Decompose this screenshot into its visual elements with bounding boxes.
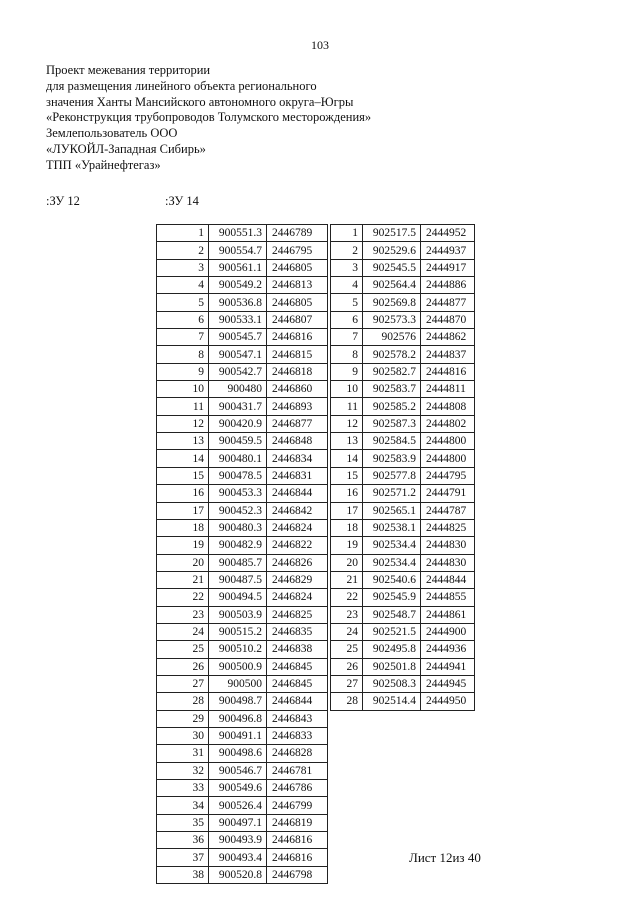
table-row bbox=[331, 259, 475, 276]
y-coordinate-cell: 2444900 bbox=[421, 623, 475, 640]
point-number-cell: 22 bbox=[157, 589, 209, 606]
y-coordinate-cell: 2446825 bbox=[267, 606, 328, 623]
y-coordinate-cell: 2446795 bbox=[267, 242, 328, 259]
y-coordinate-cell: 2446813 bbox=[267, 277, 328, 294]
sheet-footer: Лист 12из 40 bbox=[409, 850, 481, 865]
point-number-cell: 25 bbox=[331, 641, 363, 658]
table-row bbox=[157, 519, 328, 536]
y-coordinate-cell: 2446838 bbox=[267, 641, 328, 658]
point-number-cell: 11 bbox=[331, 398, 363, 415]
point-number-cell: 26 bbox=[331, 658, 363, 675]
point-number-cell: 3 bbox=[157, 259, 209, 276]
table-row bbox=[331, 329, 475, 346]
y-coordinate-cell: 2446835 bbox=[267, 623, 328, 640]
y-coordinate-cell: 2446831 bbox=[267, 467, 328, 484]
y-coordinate-cell: 2444787 bbox=[421, 502, 475, 519]
table-row bbox=[157, 762, 328, 779]
x-coordinate-cell: 900480 bbox=[209, 381, 267, 398]
y-coordinate-cell: 2446877 bbox=[267, 415, 328, 432]
point-number-cell: 17 bbox=[157, 502, 209, 519]
y-coordinate-cell: 2446845 bbox=[267, 658, 328, 675]
page-number: 103 bbox=[311, 38, 329, 52]
table-row bbox=[157, 329, 328, 346]
y-coordinate-cell: 2444808 bbox=[421, 398, 475, 415]
table-row bbox=[157, 745, 328, 762]
x-coordinate-cell: 900554.7 bbox=[209, 242, 267, 259]
table-row bbox=[331, 502, 475, 519]
table-row bbox=[331, 606, 475, 623]
x-coordinate-cell: 902569.8 bbox=[363, 294, 421, 311]
y-coordinate-cell: 2444945 bbox=[421, 675, 475, 692]
table-row bbox=[331, 363, 475, 380]
x-coordinate-cell: 900498.6 bbox=[209, 745, 267, 762]
point-number-cell: 11 bbox=[157, 398, 209, 415]
y-coordinate-cell: 2444877 bbox=[421, 294, 475, 311]
header-line: Проект межевания территории bbox=[46, 63, 211, 77]
table-row bbox=[157, 346, 328, 363]
x-coordinate-cell: 902577.8 bbox=[363, 467, 421, 484]
y-coordinate-cell: 2446822 bbox=[267, 537, 328, 554]
x-coordinate-cell: 900545.7 bbox=[209, 329, 267, 346]
y-coordinate-cell: 2444937 bbox=[421, 242, 475, 259]
table-row bbox=[331, 242, 475, 259]
table-row bbox=[157, 277, 328, 294]
x-coordinate-cell: 902573.3 bbox=[363, 311, 421, 328]
x-coordinate-cell: 902583.9 bbox=[363, 450, 421, 467]
y-coordinate-cell: 2446818 bbox=[267, 363, 328, 380]
point-number-cell: 34 bbox=[157, 797, 209, 814]
point-number-cell: 9 bbox=[331, 363, 363, 380]
table-row bbox=[157, 641, 328, 658]
x-coordinate-cell: 900547.1 bbox=[209, 346, 267, 363]
y-coordinate-cell: 2446805 bbox=[267, 259, 328, 276]
point-number-cell: 4 bbox=[331, 277, 363, 294]
table-row bbox=[157, 311, 328, 328]
table-row bbox=[331, 467, 475, 484]
table-row bbox=[157, 259, 328, 276]
table-row bbox=[157, 832, 328, 849]
table-row bbox=[157, 866, 328, 883]
point-number-cell: 1 bbox=[157, 225, 209, 242]
x-coordinate-cell: 902514.4 bbox=[363, 693, 421, 710]
point-number-cell: 7 bbox=[157, 329, 209, 346]
point-number-cell: 3 bbox=[331, 259, 363, 276]
point-number-cell: 6 bbox=[157, 311, 209, 328]
point-number-cell: 16 bbox=[331, 485, 363, 502]
table-row bbox=[331, 398, 475, 415]
table-row bbox=[331, 641, 475, 658]
table-row bbox=[331, 537, 475, 554]
table-row bbox=[331, 658, 475, 675]
table-row bbox=[331, 485, 475, 502]
x-coordinate-cell: 902585.2 bbox=[363, 398, 421, 415]
zu12-label: :ЗУ 12 bbox=[46, 194, 80, 208]
x-coordinate-cell: 900485.7 bbox=[209, 554, 267, 571]
x-coordinate-cell: 902534.4 bbox=[363, 537, 421, 554]
x-coordinate-cell: 900520.8 bbox=[209, 866, 267, 883]
y-coordinate-cell: 2446843 bbox=[267, 710, 328, 727]
y-coordinate-cell: 2444800 bbox=[421, 433, 475, 450]
point-number-cell: 8 bbox=[331, 346, 363, 363]
point-number-cell: 13 bbox=[157, 433, 209, 450]
x-coordinate-cell: 902583.7 bbox=[363, 381, 421, 398]
table-row bbox=[331, 450, 475, 467]
x-coordinate-cell: 900420.9 bbox=[209, 415, 267, 432]
table-row bbox=[157, 849, 328, 866]
point-number-cell: 20 bbox=[157, 554, 209, 571]
zu14-label: :ЗУ 14 bbox=[165, 194, 199, 208]
table-row bbox=[331, 589, 475, 606]
y-coordinate-cell: 2444941 bbox=[421, 658, 475, 675]
x-coordinate-cell: 902565.1 bbox=[363, 502, 421, 519]
zu14-coordinates-table bbox=[330, 224, 475, 711]
zu12-coordinates-table bbox=[156, 224, 328, 884]
y-coordinate-cell: 2446848 bbox=[267, 433, 328, 450]
x-coordinate-cell: 900500.9 bbox=[209, 658, 267, 675]
y-coordinate-cell: 2446786 bbox=[267, 780, 328, 797]
point-number-cell: 6 bbox=[331, 311, 363, 328]
x-coordinate-cell: 900480.3 bbox=[209, 519, 267, 536]
table-row bbox=[331, 415, 475, 432]
x-coordinate-cell: 900494.5 bbox=[209, 589, 267, 606]
point-number-cell: 29 bbox=[157, 710, 209, 727]
point-number-cell: 23 bbox=[157, 606, 209, 623]
table-row bbox=[157, 242, 328, 259]
x-coordinate-cell: 902582.7 bbox=[363, 363, 421, 380]
table-row bbox=[331, 381, 475, 398]
x-coordinate-cell: 900549.2 bbox=[209, 277, 267, 294]
x-coordinate-cell: 900497.1 bbox=[209, 814, 267, 831]
y-coordinate-cell: 2444886 bbox=[421, 277, 475, 294]
x-coordinate-cell: 902521.5 bbox=[363, 623, 421, 640]
x-coordinate-cell: 902501.8 bbox=[363, 658, 421, 675]
x-coordinate-cell: 902578.2 bbox=[363, 346, 421, 363]
table-row bbox=[157, 675, 328, 692]
x-coordinate-cell: 900431.7 bbox=[209, 398, 267, 415]
point-number-cell: 38 bbox=[157, 866, 209, 883]
point-number-cell: 9 bbox=[157, 363, 209, 380]
y-coordinate-cell: 2446816 bbox=[267, 849, 328, 866]
point-number-cell: 12 bbox=[157, 415, 209, 432]
x-coordinate-cell: 900498.7 bbox=[209, 693, 267, 710]
header-line: ТПП «Урайнефтегаз» bbox=[46, 157, 161, 172]
x-coordinate-cell: 902529.6 bbox=[363, 242, 421, 259]
y-coordinate-cell: 2446834 bbox=[267, 450, 328, 467]
y-coordinate-cell: 2444870 bbox=[421, 311, 475, 328]
x-coordinate-cell: 902548.7 bbox=[363, 606, 421, 623]
table-row bbox=[157, 485, 328, 502]
table-row bbox=[331, 571, 475, 588]
table-row bbox=[331, 675, 475, 692]
y-coordinate-cell: 2446798 bbox=[267, 866, 328, 883]
header-line: Землепользователь ООО bbox=[46, 126, 178, 141]
table-row bbox=[157, 727, 328, 744]
y-coordinate-cell: 2446805 bbox=[267, 294, 328, 311]
table-row bbox=[331, 554, 475, 571]
point-number-cell: 17 bbox=[331, 502, 363, 519]
table-row bbox=[157, 467, 328, 484]
x-coordinate-cell: 902587.3 bbox=[363, 415, 421, 432]
x-coordinate-cell: 900510.2 bbox=[209, 641, 267, 658]
x-coordinate-cell: 900493.9 bbox=[209, 832, 267, 849]
point-number-cell: 10 bbox=[331, 381, 363, 398]
point-number-cell: 36 bbox=[157, 832, 209, 849]
y-coordinate-cell: 2446844 bbox=[267, 485, 328, 502]
table-row bbox=[157, 381, 328, 398]
x-coordinate-cell: 902540.6 bbox=[363, 571, 421, 588]
x-coordinate-cell: 902538.1 bbox=[363, 519, 421, 536]
y-coordinate-cell: 2444816 bbox=[421, 363, 475, 380]
y-coordinate-cell: 2444830 bbox=[421, 554, 475, 571]
x-coordinate-cell: 900533.1 bbox=[209, 311, 267, 328]
table-row bbox=[157, 363, 328, 380]
y-coordinate-cell: 2446844 bbox=[267, 693, 328, 710]
x-coordinate-cell: 900493.4 bbox=[209, 849, 267, 866]
x-coordinate-cell: 900459.5 bbox=[209, 433, 267, 450]
point-number-cell: 28 bbox=[331, 693, 363, 710]
y-coordinate-cell: 2446833 bbox=[267, 727, 328, 744]
x-coordinate-cell: 900503.9 bbox=[209, 606, 267, 623]
x-coordinate-cell: 900478.5 bbox=[209, 467, 267, 484]
point-number-cell: 25 bbox=[157, 641, 209, 658]
point-number-cell: 21 bbox=[331, 571, 363, 588]
header-line: «Реконструкция трубопроводов Толумского месторождения» bbox=[46, 110, 372, 125]
x-coordinate-cell: 902495.8 bbox=[363, 641, 421, 658]
x-coordinate-cell: 902534.4 bbox=[363, 554, 421, 571]
y-coordinate-cell: 2444830 bbox=[421, 537, 475, 554]
x-coordinate-cell: 902545.5 bbox=[363, 259, 421, 276]
y-coordinate-cell: 2444862 bbox=[421, 329, 475, 346]
table-row bbox=[157, 502, 328, 519]
y-coordinate-cell: 2446845 bbox=[267, 675, 328, 692]
y-coordinate-cell: 2446816 bbox=[267, 832, 328, 849]
table-row bbox=[331, 346, 475, 363]
point-number-cell: 16 bbox=[157, 485, 209, 502]
x-coordinate-cell: 900500 bbox=[209, 675, 267, 692]
point-number-cell: 4 bbox=[157, 277, 209, 294]
point-number-cell: 22 bbox=[331, 589, 363, 606]
point-number-cell: 13 bbox=[331, 433, 363, 450]
x-coordinate-cell: 900482.9 bbox=[209, 537, 267, 554]
x-coordinate-cell: 902545.9 bbox=[363, 589, 421, 606]
y-coordinate-cell: 2446826 bbox=[267, 554, 328, 571]
table-row bbox=[157, 415, 328, 432]
point-number-cell: 1 bbox=[331, 225, 363, 242]
table-row bbox=[157, 225, 328, 242]
x-coordinate-cell: 900487.5 bbox=[209, 571, 267, 588]
table-row bbox=[331, 225, 475, 242]
y-coordinate-cell: 2444844 bbox=[421, 571, 475, 588]
x-coordinate-cell: 900496.8 bbox=[209, 710, 267, 727]
point-number-cell: 5 bbox=[331, 294, 363, 311]
y-coordinate-cell: 2446815 bbox=[267, 346, 328, 363]
x-coordinate-cell: 900546.7 bbox=[209, 762, 267, 779]
table-row bbox=[331, 519, 475, 536]
y-coordinate-cell: 2444791 bbox=[421, 485, 475, 502]
y-coordinate-cell: 2444825 bbox=[421, 519, 475, 536]
point-number-cell: 7 bbox=[331, 329, 363, 346]
y-coordinate-cell: 2446824 bbox=[267, 589, 328, 606]
point-number-cell: 14 bbox=[157, 450, 209, 467]
table-row bbox=[157, 658, 328, 675]
table-row bbox=[157, 450, 328, 467]
y-coordinate-cell: 2444837 bbox=[421, 346, 475, 363]
point-number-cell: 19 bbox=[157, 537, 209, 554]
header-line: «ЛУКОЙЛ-Западная Сибирь» bbox=[46, 141, 206, 156]
point-number-cell: 2 bbox=[331, 242, 363, 259]
table-row bbox=[157, 554, 328, 571]
x-coordinate-cell: 900452.3 bbox=[209, 502, 267, 519]
x-coordinate-cell: 900491.1 bbox=[209, 727, 267, 744]
table-row bbox=[331, 433, 475, 450]
x-coordinate-cell: 900453.3 bbox=[209, 485, 267, 502]
y-coordinate-cell: 2446893 bbox=[267, 398, 328, 415]
y-coordinate-cell: 2444795 bbox=[421, 467, 475, 484]
table-row bbox=[157, 623, 328, 640]
y-coordinate-cell: 2446781 bbox=[267, 762, 328, 779]
point-number-cell: 35 bbox=[157, 814, 209, 831]
point-number-cell: 27 bbox=[157, 675, 209, 692]
table-row bbox=[157, 294, 328, 311]
point-number-cell: 24 bbox=[157, 623, 209, 640]
point-number-cell: 10 bbox=[157, 381, 209, 398]
table-row bbox=[157, 571, 328, 588]
point-number-cell: 33 bbox=[157, 780, 209, 797]
point-number-cell: 24 bbox=[331, 623, 363, 640]
point-number-cell: 2 bbox=[157, 242, 209, 259]
y-coordinate-cell: 2446807 bbox=[267, 311, 328, 328]
y-coordinate-cell: 2444800 bbox=[421, 450, 475, 467]
point-number-cell: 15 bbox=[157, 467, 209, 484]
y-coordinate-cell: 2446828 bbox=[267, 745, 328, 762]
y-coordinate-cell: 2444811 bbox=[421, 381, 475, 398]
point-number-cell: 26 bbox=[157, 658, 209, 675]
y-coordinate-cell: 2444952 bbox=[421, 225, 475, 242]
y-coordinate-cell: 2446799 bbox=[267, 797, 328, 814]
point-number-cell: 30 bbox=[157, 727, 209, 744]
table-row bbox=[157, 589, 328, 606]
x-coordinate-cell: 902517.5 bbox=[363, 225, 421, 242]
point-number-cell: 20 bbox=[331, 554, 363, 571]
point-number-cell: 14 bbox=[331, 450, 363, 467]
table-row bbox=[157, 606, 328, 623]
x-coordinate-cell: 902584.5 bbox=[363, 433, 421, 450]
table-row bbox=[157, 693, 328, 710]
table-row bbox=[331, 623, 475, 640]
y-coordinate-cell: 2446842 bbox=[267, 502, 328, 519]
y-coordinate-cell: 2444802 bbox=[421, 415, 475, 432]
x-coordinate-cell: 900526.4 bbox=[209, 797, 267, 814]
y-coordinate-cell: 2444936 bbox=[421, 641, 475, 658]
y-coordinate-cell: 2446819 bbox=[267, 814, 328, 831]
x-coordinate-cell: 900536.8 bbox=[209, 294, 267, 311]
y-coordinate-cell: 2444855 bbox=[421, 589, 475, 606]
y-coordinate-cell: 2446829 bbox=[267, 571, 328, 588]
y-coordinate-cell: 2444950 bbox=[421, 693, 475, 710]
point-number-cell: 32 bbox=[157, 762, 209, 779]
point-number-cell: 28 bbox=[157, 693, 209, 710]
table-row bbox=[331, 311, 475, 328]
point-number-cell: 18 bbox=[157, 519, 209, 536]
y-coordinate-cell: 2444917 bbox=[421, 259, 475, 276]
x-coordinate-cell: 902564.4 bbox=[363, 277, 421, 294]
x-coordinate-cell: 900561.1 bbox=[209, 259, 267, 276]
point-number-cell: 19 bbox=[331, 537, 363, 554]
x-coordinate-cell: 900542.7 bbox=[209, 363, 267, 380]
table-row bbox=[157, 710, 328, 727]
x-coordinate-cell: 902508.3 bbox=[363, 675, 421, 692]
point-number-cell: 27 bbox=[331, 675, 363, 692]
point-number-cell: 8 bbox=[157, 346, 209, 363]
point-number-cell: 23 bbox=[331, 606, 363, 623]
y-coordinate-cell: 2444861 bbox=[421, 606, 475, 623]
table-row bbox=[331, 693, 475, 710]
y-coordinate-cell: 2446789 bbox=[267, 225, 328, 242]
point-number-cell: 12 bbox=[331, 415, 363, 432]
point-number-cell: 5 bbox=[157, 294, 209, 311]
y-coordinate-cell: 2446860 bbox=[267, 381, 328, 398]
table-row bbox=[157, 814, 328, 831]
x-coordinate-cell: 902576 bbox=[363, 329, 421, 346]
table-row bbox=[157, 797, 328, 814]
point-number-cell: 15 bbox=[331, 467, 363, 484]
table-row bbox=[331, 277, 475, 294]
point-number-cell: 18 bbox=[331, 519, 363, 536]
x-coordinate-cell: 900551.3 bbox=[209, 225, 267, 242]
x-coordinate-cell: 902571.2 bbox=[363, 485, 421, 502]
header-line: для размещения линейного объекта регионального bbox=[46, 78, 317, 93]
x-coordinate-cell: 900515.2 bbox=[209, 623, 267, 640]
point-number-cell: 37 bbox=[157, 849, 209, 866]
table-row bbox=[157, 433, 328, 450]
point-number-cell: 21 bbox=[157, 571, 209, 588]
document-header bbox=[46, 63, 371, 174]
table-row bbox=[157, 537, 328, 554]
x-coordinate-cell: 900549.6 bbox=[209, 780, 267, 797]
table-row bbox=[157, 398, 328, 415]
table-row bbox=[331, 294, 475, 311]
y-coordinate-cell: 2446824 bbox=[267, 519, 328, 536]
x-coordinate-cell: 900480.1 bbox=[209, 450, 267, 467]
header-line: значения Ханты Мансийского автономного округа–Югры bbox=[46, 94, 354, 109]
y-coordinate-cell: 2446816 bbox=[267, 329, 328, 346]
table-row bbox=[157, 780, 328, 797]
point-number-cell: 31 bbox=[157, 745, 209, 762]
